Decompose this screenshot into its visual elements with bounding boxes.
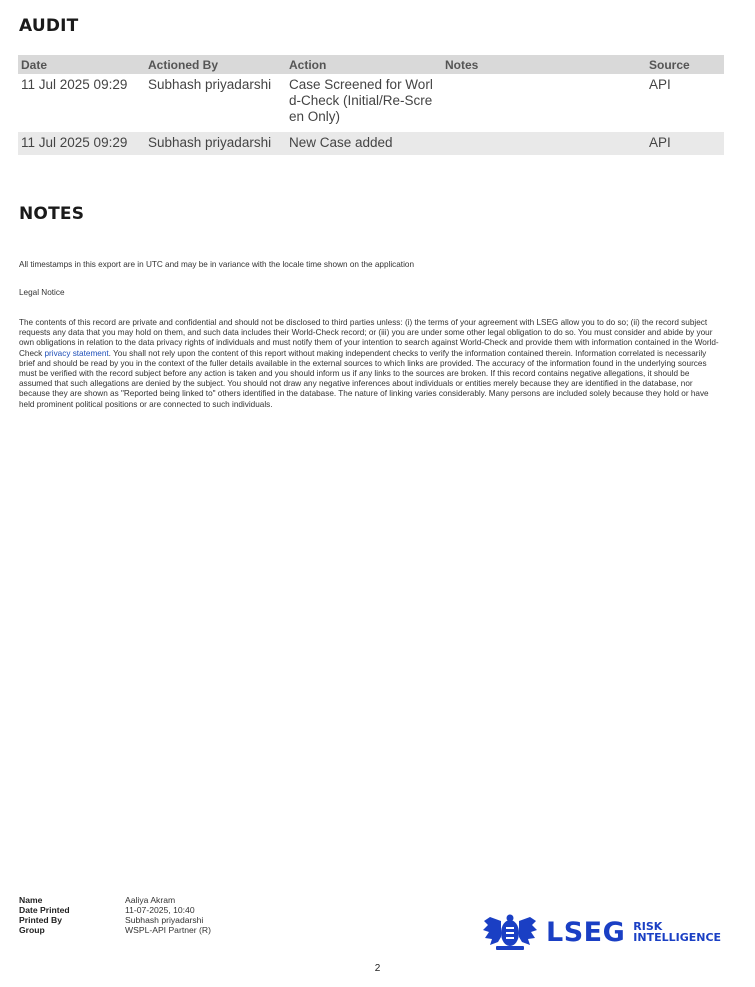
risk-intelligence-label [633,921,721,943]
table-row [18,132,724,155]
meta-row-name [19,895,211,905]
cell-notes [442,132,646,155]
meta-label: Printed By [19,915,62,925]
notes-section-title: NOTES [19,204,85,224]
lseg-crest-icon [482,913,538,951]
audit-header-row [18,55,724,74]
meta-value: Aaliya Akram [125,895,176,905]
timestamp-note: All timestamps in this export are in UTC and may be in variance with the locale time shown on the application [19,260,415,269]
cell-actioned-by: Subhash priyadarshi [148,77,272,92]
meta-value: 11-07-2025, 10:40 [125,905,195,915]
audit-table [18,55,724,155]
column-header-notes: Notes [442,55,646,74]
meta-label: Group [19,925,45,935]
page-number: 2 [374,963,381,974]
privacy-statement-link[interactable]: privacy statement [44,348,109,358]
cell-actioned-by: Subhash priyadarshi [145,132,286,155]
cell-source: API [646,132,724,155]
legal-body-text-continued: . You shall not rely upon the content of this report without making independent checks to verify the information contained therein. Information correlated is necessarily brief and should be read by you in the context of the fuller details available in the external sources to which links are provided. The accuracy of the information found in the underlying sources must be verified with the record subject before any action is taken and you should inform us if any links to the sources are broken. If this record contains negative allegations, it should be assumed that such allegations are denied by the subject. You should not draw any negative inferences about individuals or entities merely because they are identified in the database, nor because they are shown as "Reported being linked to" others identified in the database. The nature of linking varies considerably. Many persons are included solely because they hold or have held prominent political positions or are connected to such individuals. [19,348,709,409]
meta-value: WSPL-API Partner (R) [125,925,211,935]
meta-row-group [19,925,211,935]
cell-action: Case Screened for World-Check (Initial/Re-Screen Only) [289,77,433,124]
cell-date: 11 Jul 2025 09:29 [18,132,145,155]
meta-label: Date Printed [19,905,70,915]
meta-row-date-printed [19,905,211,915]
column-header-actioned-by: Actioned By [145,55,286,74]
meta-value: Subhash priyadarshi [125,915,204,925]
meta-label: Name [19,895,43,905]
cell-date: 11 Jul 2025 09:29 [21,77,128,92]
brand-sub-line-1: RISK [633,920,663,933]
meta-row-printed-by [19,915,211,925]
column-header-action: Action [286,55,442,74]
legal-notice-heading: Legal Notice [19,288,65,297]
legal-body-text: The contents of this record are private and confidential and should not be disclosed to third parties unless: (i) the terms of your agreement with LSEG allow you to do so; (ii) the record subject requests any data that you may hold on them, and such data includes their World-Check record; or (iii) you are under some other legal obligation to do so. You must consider and abide by your own obligations in relation to the data privacy rights of individuals and must notify them of your intention to search against World-Check and provide them with information contained in the World-Check [19,318,719,358]
print-metadata [19,895,211,935]
legal-notice-body [19,318,724,410]
cell-source: API [649,77,671,92]
cell-notes [442,74,646,129]
lseg-logo [482,912,721,952]
column-header-date: Date [18,55,145,74]
table-row [18,74,724,129]
audit-section-title: AUDIT [19,16,79,36]
lseg-wordmark: LSEG [546,916,626,948]
cell-action: New Case added [286,132,442,155]
brand-sub-line-2: INTELLIGENCE [633,931,722,944]
column-header-source: Source [646,55,724,74]
